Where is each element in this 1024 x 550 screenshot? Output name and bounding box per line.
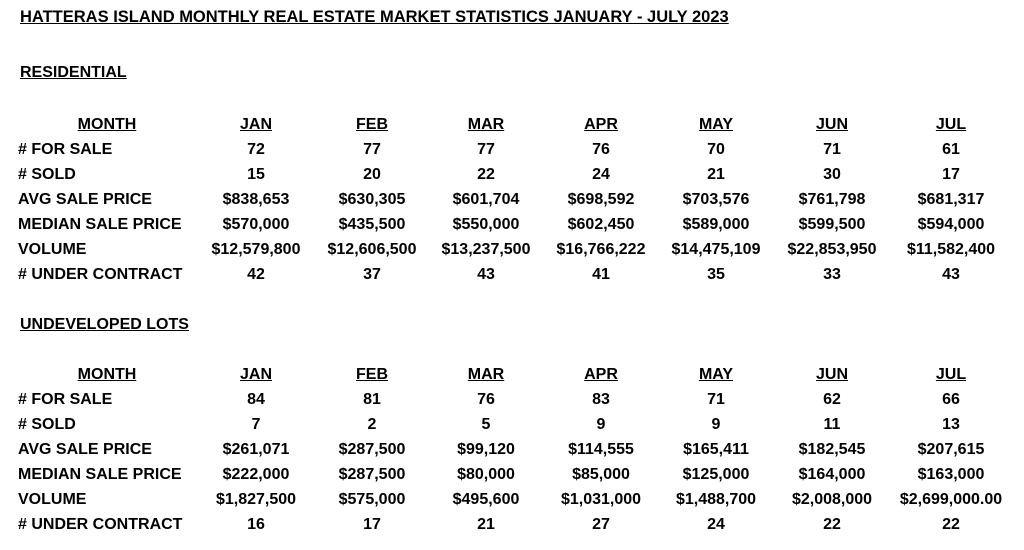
table-cell: $261,071 (222, 441, 290, 458)
table-cell: 70 (707, 141, 725, 158)
undeveloped-lots-table (18, 362, 1012, 537)
row-label: # UNDER CONTRACT (18, 516, 183, 533)
table-cell: 22 (477, 166, 495, 183)
table-cell: $287,500 (338, 441, 406, 458)
column-header-jun: JUN (815, 116, 848, 133)
table-cell: $838,653 (222, 191, 290, 208)
table-cell: $570,000 (222, 216, 290, 233)
table-cell: $12,606,500 (327, 241, 417, 258)
table-cell: 24 (592, 166, 610, 183)
table-cell: 15 (247, 166, 265, 183)
table-cell: 84 (247, 391, 265, 408)
table-cell: $11,582,400 (906, 241, 996, 258)
column-header-jan: JAN (239, 366, 272, 383)
table-row-avg-sale-price (18, 187, 1012, 212)
row-label: # SOLD (18, 416, 76, 433)
table-row-volume (18, 237, 1012, 262)
column-header-apr: APR (584, 116, 618, 133)
table-cell: $125,000 (682, 466, 750, 483)
table-cell: $2,008,000 (791, 491, 873, 508)
column-header-month: MONTH (77, 116, 137, 133)
table-cell: $550,000 (452, 216, 520, 233)
row-label: # FOR SALE (18, 391, 113, 408)
table-cell: $2,699,000.00 (899, 491, 1003, 508)
row-label: VOLUME (18, 241, 87, 258)
table-cell: 27 (592, 516, 610, 533)
table-cell: 43 (477, 266, 495, 283)
table-cell: 71 (823, 141, 841, 158)
table-cell: $575,000 (338, 491, 406, 508)
table-row-for-sale (18, 387, 1012, 412)
table-cell: 11 (823, 416, 841, 433)
table-cell: $16,766,222 (556, 241, 646, 258)
table-cell: 21 (477, 516, 495, 533)
table-cell: 71 (707, 391, 725, 408)
table-cell: 2 (367, 416, 377, 433)
table-cell: $207,615 (917, 441, 985, 458)
table-cell: 30 (823, 166, 841, 183)
table-row-under-contract (18, 512, 1012, 537)
table-cell: 13 (942, 416, 960, 433)
table-cell: $164,000 (798, 466, 866, 483)
table-cell: 77 (477, 141, 495, 158)
table-cell: 72 (247, 141, 265, 158)
table-cell: $435,500 (338, 216, 406, 233)
table-cell: 81 (363, 391, 381, 408)
row-label: # SOLD (18, 166, 76, 183)
table-cell: 9 (711, 416, 721, 433)
table-cell: 20 (363, 166, 381, 183)
table-cell: 16 (247, 516, 265, 533)
row-label: # FOR SALE (18, 141, 113, 158)
table-row-avg-sale-price (18, 437, 1012, 462)
column-header-month: MONTH (77, 366, 137, 383)
table-cell: 76 (592, 141, 610, 158)
table-cell: 35 (707, 266, 725, 283)
table-cell: $495,600 (452, 491, 520, 508)
table-cell: $99,120 (457, 441, 515, 458)
table-cell: 21 (707, 166, 725, 183)
table-cell: 24 (707, 516, 725, 533)
table-cell: $1,827,500 (215, 491, 297, 508)
table-cell: $14,475,109 (671, 241, 761, 258)
table-cell: $589,000 (682, 216, 750, 233)
column-header-apr: APR (584, 366, 618, 383)
table-cell: 33 (823, 266, 841, 283)
table-header-row (18, 112, 1012, 137)
table-cell: $1,488,700 (675, 491, 757, 508)
table-cell: $599,500 (798, 216, 866, 233)
table-cell: $165,411 (683, 441, 749, 458)
table-cell: $163,000 (917, 466, 985, 483)
table-cell: 83 (592, 391, 610, 408)
table-row-sold (18, 162, 1012, 187)
column-header-jun: JUN (815, 366, 848, 383)
table-row-volume (18, 487, 1012, 512)
table-cell: $287,500 (338, 466, 406, 483)
table-cell: 17 (363, 516, 381, 533)
table-cell: $703,576 (682, 191, 750, 208)
page-title: HATTERAS ISLAND MONTHLY REAL ESTATE MARKET STATISTICS JANUARY - JULY 2023 (20, 8, 729, 26)
table-cell: $602,450 (567, 216, 635, 233)
column-header-jan: JAN (239, 116, 272, 133)
undeveloped-lots-heading: UNDEVELOPED LOTS (20, 316, 189, 333)
residential-table (18, 112, 1012, 287)
table-cell: 61 (942, 141, 960, 158)
table-cell: $630,305 (338, 191, 406, 208)
column-header-feb: FEB (356, 116, 388, 133)
row-label: VOLUME (18, 491, 87, 508)
table-cell: 22 (942, 516, 960, 533)
column-header-feb: FEB (356, 366, 388, 383)
row-label: MEDIAN SALE PRICE (18, 216, 182, 233)
table-cell: $182,545 (798, 441, 866, 458)
table-row-median-sale-price (18, 462, 1012, 487)
column-header-may: MAY (698, 366, 734, 383)
row-label: AVG SALE PRICE (18, 441, 152, 458)
table-cell: $761,798 (798, 191, 866, 208)
table-row-median-sale-price (18, 212, 1012, 237)
table-cell: 41 (592, 266, 610, 283)
table-cell: 7 (251, 416, 261, 433)
table-cell: 37 (363, 266, 381, 283)
column-header-mar: MAR (467, 366, 505, 383)
table-cell: $681,317 (917, 191, 985, 208)
table-cell: 76 (477, 391, 495, 408)
table-cell: $80,000 (457, 466, 515, 483)
column-header-jul: JUL (935, 116, 967, 133)
column-header-mar: MAR (467, 116, 505, 133)
table-cell: 43 (942, 266, 960, 283)
table-cell: $601,704 (452, 191, 520, 208)
table-row-under-contract (18, 262, 1012, 287)
table-cell: 77 (363, 141, 381, 158)
row-label: AVG SALE PRICE (18, 191, 152, 208)
residential-heading: RESIDENTIAL (20, 64, 127, 81)
table-cell: 66 (942, 391, 960, 408)
table-cell: $698,592 (567, 191, 635, 208)
table-header-row (18, 362, 1012, 387)
column-header-jul: JUL (935, 366, 967, 383)
table-cell: 17 (942, 166, 960, 183)
table-cell: $222,000 (222, 466, 290, 483)
table-cell: 5 (481, 416, 491, 433)
table-cell: $1,031,000 (560, 491, 642, 508)
table-cell: $85,000 (572, 466, 630, 483)
table-cell: $13,237,500 (441, 241, 531, 258)
table-cell: 42 (247, 266, 265, 283)
table-cell: $594,000 (917, 216, 985, 233)
table-cell: $12,579,800 (211, 241, 301, 258)
table-row-for-sale (18, 137, 1012, 162)
row-label: MEDIAN SALE PRICE (18, 466, 182, 483)
table-cell: $22,853,950 (787, 241, 877, 258)
table-cell: 9 (596, 416, 606, 433)
table-row-sold (18, 412, 1012, 437)
table-cell: 22 (823, 516, 841, 533)
table-cell: $114,555 (568, 441, 634, 458)
row-label: # UNDER CONTRACT (18, 266, 183, 283)
column-header-may: MAY (698, 116, 734, 133)
table-cell: 62 (823, 391, 841, 408)
